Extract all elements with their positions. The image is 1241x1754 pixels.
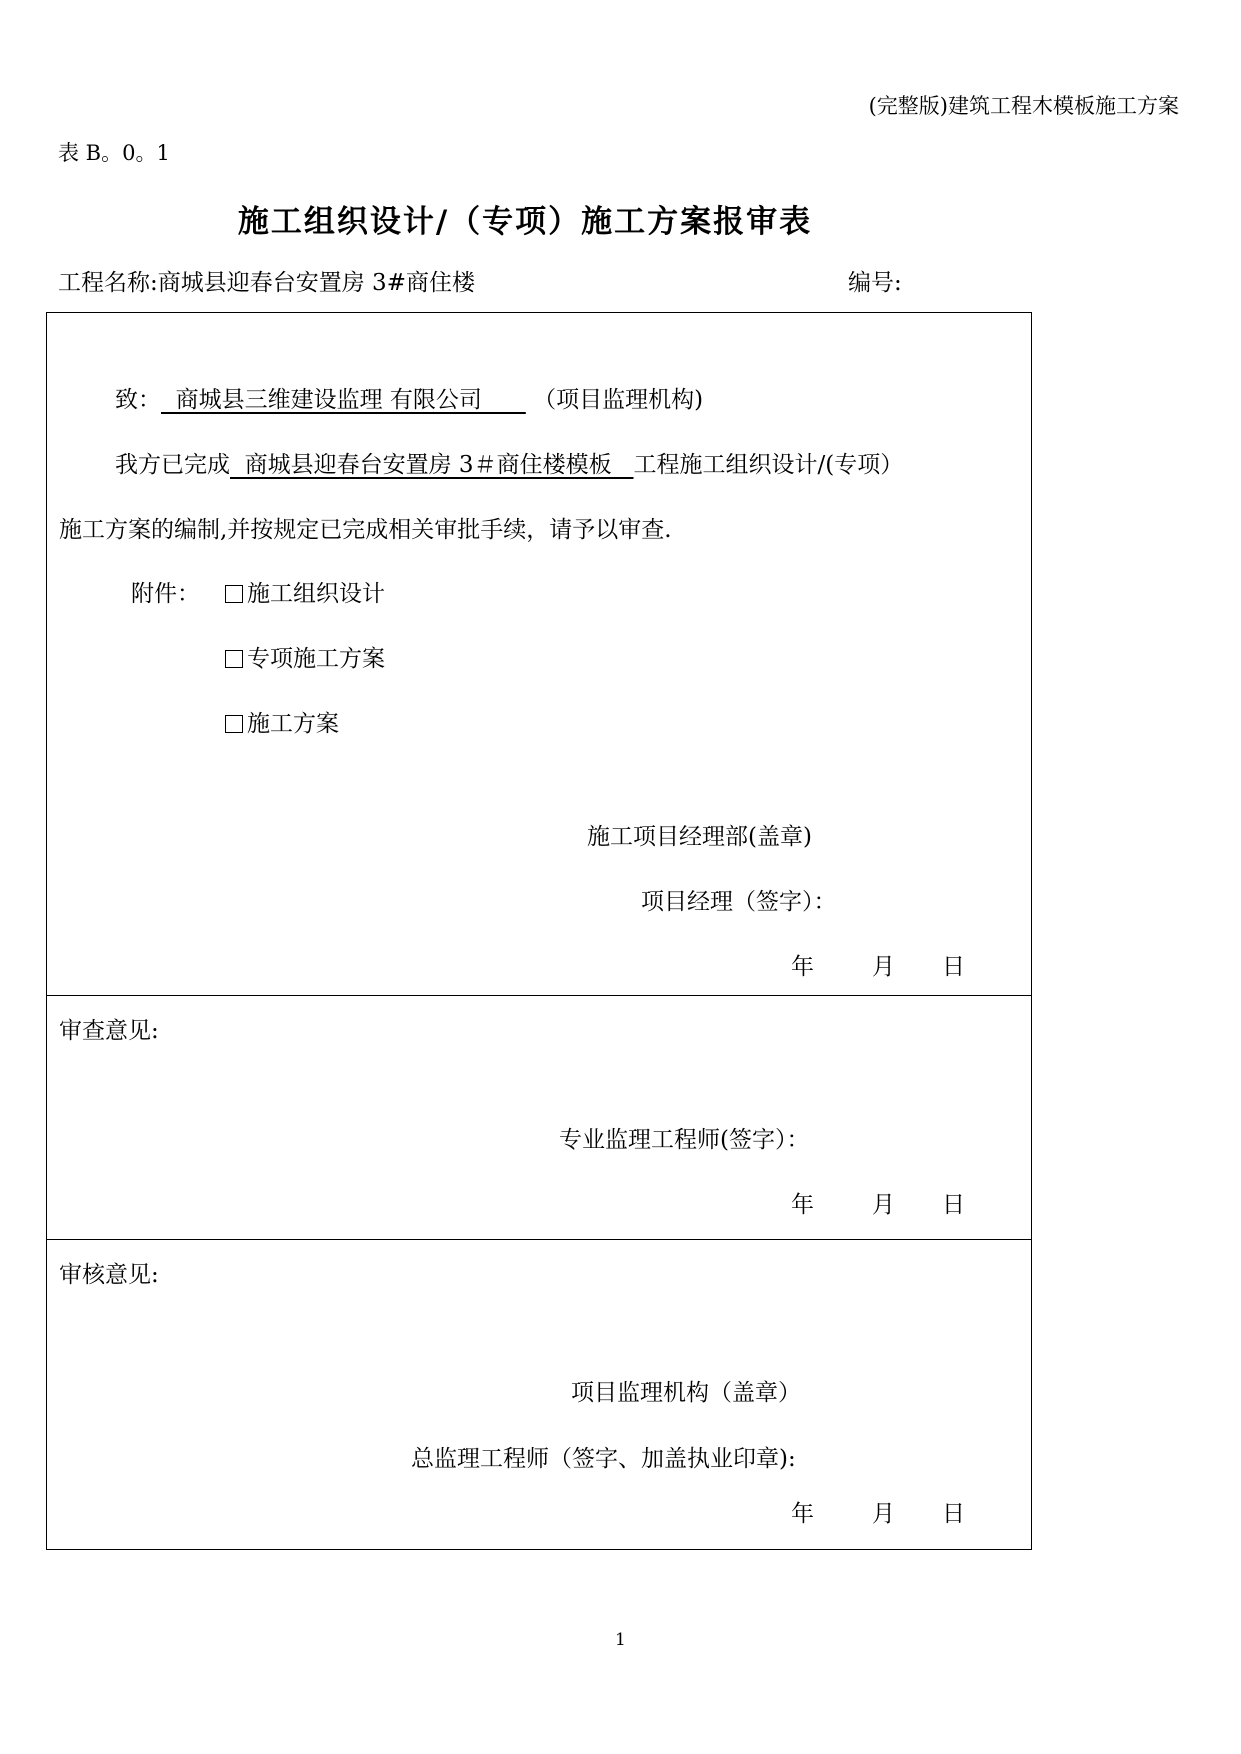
- supervision-org-seal: 项目监理机构（盖章）: [571, 1380, 801, 1406]
- completion-project: 商城县迎春台安置房 3＃商住楼模板: [230, 452, 634, 478]
- date-month: 月: [872, 1501, 895, 1527]
- inspection-opinion-label: 审查意见:: [59, 1018, 159, 1044]
- document-header-title: (完整版)建筑工程木模板施工方案: [868, 94, 1179, 118]
- attachments-label: 附件：: [131, 581, 200, 607]
- form-code: 表 B。0。1: [58, 141, 170, 165]
- completion-prefix: 我方已完成: [115, 452, 230, 478]
- checkbox-icon[interactable]: [225, 650, 243, 668]
- recipient-suffix: （项目监理机构): [533, 387, 704, 413]
- contractor-dept-seal: 施工项目经理部(盖章): [587, 824, 812, 850]
- date-year: 年: [791, 1192, 814, 1218]
- date-year: 年: [791, 1501, 814, 1527]
- audit-opinion-label: 审核意见:: [59, 1262, 159, 1288]
- recipient-prefix: 致：: [115, 387, 161, 413]
- checkbox-icon[interactable]: [225, 585, 243, 603]
- inspection-section: [47, 995, 1031, 1239]
- attachment-option-label: 专项施工方案: [247, 646, 385, 672]
- submission-section: [47, 313, 1031, 995]
- review-form-table: [46, 312, 1032, 1550]
- completion-suffix: 工程施工组织设计/(专项）: [633, 452, 904, 478]
- page-number: 1: [615, 1630, 626, 1650]
- completion-line: [115, 446, 903, 479]
- attachment-option-label: 施工方案: [247, 711, 339, 737]
- date-day: 日: [942, 1192, 965, 1218]
- attachment-option-label: 施工组织设计: [247, 581, 385, 607]
- form-title: 施工组织设计/（专项）施工方案报审表: [237, 204, 813, 240]
- completion-line-2: 施工方案的编制,并按规定已完成相关审批手续，请予以审查.: [59, 517, 672, 543]
- recipient-line: [115, 381, 703, 414]
- serial-number-label: 编号:: [848, 270, 902, 296]
- project-name: 工程名称:商城县迎春台安置房 3#商住楼: [58, 270, 475, 296]
- checkbox-icon[interactable]: [225, 715, 243, 733]
- date-month: 月: [872, 954, 895, 980]
- date-month: 月: [872, 1192, 895, 1218]
- project-manager-signature: 项目经理（签字）：: [641, 889, 837, 915]
- date-day: 日: [942, 954, 965, 980]
- audit-section: [47, 1239, 1031, 1549]
- specialist-engineer-signature: 专业监理工程师(签字）：: [559, 1127, 810, 1153]
- recipient-name: 商城县三维建设监理 有限公司: [161, 387, 526, 413]
- date-day: 日: [942, 1501, 965, 1527]
- date-year: 年: [791, 954, 814, 980]
- attachment-option-org-design[interactable]: [225, 575, 385, 608]
- attachment-option-special-plan[interactable]: [225, 640, 385, 673]
- chief-engineer-signature: 总监理工程师（签字、加盖执业印章):: [411, 1446, 796, 1472]
- attachment-option-construction-plan[interactable]: [225, 705, 339, 738]
